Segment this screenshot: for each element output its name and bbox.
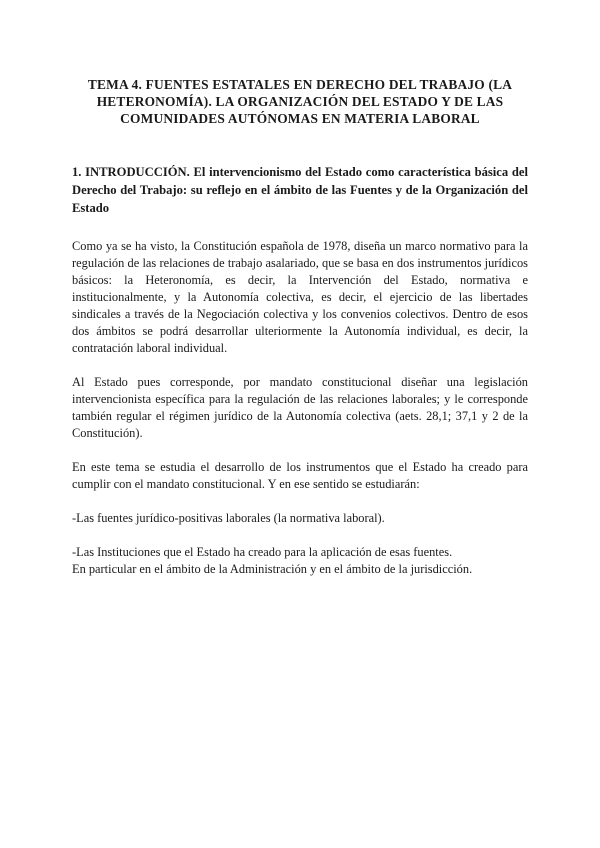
document-title: TEMA 4. FUENTES ESTATALES EN DERECHO DEL TRABAJO (LA HETERONOMÍA). LA ORGANIZACIÓN DEL ESTADO Y DE LAS COMUNIDADES AUTÓNOMAS EN MATERIA LABORAL bbox=[87, 77, 513, 126]
list-item-instituciones bbox=[72, 544, 528, 578]
paragraph-2: Al Estado pues corresponde, por mandato constitucional diseñar una legislación intervencionista específica para la regulación de las relaciones laborales; y le corresponde también regular el régimen jurídico de la Autonomía colectiva (aets. 28,1; 37,1 y 2 de la Constitución). bbox=[72, 375, 528, 440]
paragraph-3: En este tema se estudia el desarrollo de los instrumentos que el Estado ha creado para cumplir con el mandato constitucional. Y en ese sentido se estudiarán: bbox=[72, 460, 528, 491]
closing-line: En particular en el ámbito de la Administración y en el ámbito de la jurisdicción. bbox=[72, 562, 473, 576]
list-item-fuentes: -Las fuentes jurídico-positivas laborales (la normativa laboral). bbox=[72, 511, 385, 525]
section-heading: 1. INTRODUCCIÓN. El intervencionismo del Estado como característica básica del Derecho del Trabajo: su reflejo en el ámbito de las Fuentes y de la Organización del Estado bbox=[72, 165, 528, 215]
list-item-instituciones-text: -Las Instituciones que el Estado ha creado para la aplicación de esas fuentes. bbox=[72, 545, 453, 559]
paragraph-1: Como ya se ha visto, la Constitución española de 1978, diseña un marco normativo para la regulación de las relaciones de trabajo asalariado, que se basa en dos instrumentos jurídicos básicos: la Heteronomía, es decir, la Intervención del Estado, normativa e institucionalmente, y la Autonomía colectiva, es decir, el ejercicio de las libertades sindicales a través de la Negociación colectiva y los convenios colectivos. Dentro de esos dos ámbitos se podrá desarrollar ulteriormente la Autonomía individual, es decir, la contratación laboral individual. bbox=[72, 239, 528, 355]
